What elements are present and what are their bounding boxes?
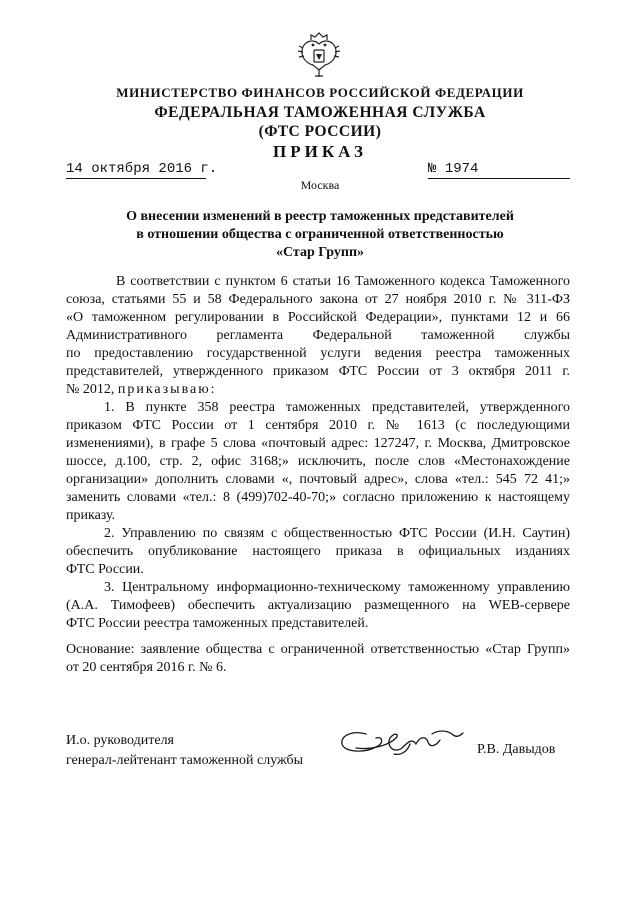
signatory-position-line: И.о. руководителя bbox=[66, 733, 175, 748]
item-3-line: 3. Центральному информационно-техническому таможенному управлению bbox=[104, 580, 570, 595]
item-1-line: заменить словами «тел.: 8 (499)702-40-70;» согласно приложению к настоящему bbox=[66, 490, 570, 505]
preamble-order-ref: № 2012, bbox=[66, 382, 115, 397]
order-title-line: «Стар Групп» bbox=[275, 245, 365, 260]
item-3-line: (А.А. Тимофеев) обеспечить актуализацию размещенного на WEB-сервере bbox=[66, 598, 570, 613]
preamble-line: союза, статьями 55 и 58 Федерального закона от 27 ноября 2010 г. № 311-ФЗ bbox=[66, 292, 570, 307]
signatory-position-line: генерал-лейтенант таможенной службы bbox=[66, 753, 304, 768]
service-name: ФЕДЕРАЛЬНАЯ ТАМОЖЕННАЯ СЛУЖБА bbox=[154, 104, 486, 121]
item-2-line: ФТС России. bbox=[66, 562, 144, 577]
service-short-name: (ФТС РОССИИ) bbox=[258, 123, 382, 140]
order-date: 14 октября 2016 г. bbox=[66, 161, 218, 177]
basis-line: от 20 сентября 2016 г. № 6. bbox=[66, 660, 227, 675]
order-title-line: О внесении изменений в реестр таможенных представителей bbox=[126, 209, 514, 224]
preamble-line: Административного регламента Федеральной таможенной службы bbox=[66, 328, 570, 343]
basis-line: Основание: заявление общества с ограниченной ответственностью «Стар Групп» bbox=[66, 642, 570, 657]
preamble-line bbox=[66, 381, 570, 399]
item-1-line: приказу. bbox=[66, 508, 116, 523]
order-number-field bbox=[428, 161, 570, 179]
item-2-line: 2. Управлению по связям с общественностью ФТС России (И.Н. Саутин) bbox=[104, 526, 570, 541]
order-number: 1974 bbox=[444, 161, 479, 177]
coat-of-arms-icon bbox=[297, 30, 341, 80]
item-1-line: 1. В пункте 358 реестра таможенных представителей, утвержденного bbox=[104, 400, 570, 415]
order-title-line: в отношении общества с ограниченной ответственностью bbox=[136, 227, 504, 242]
preamble-line: по предоставлению государственной услуги ведения реестра таможенных bbox=[66, 346, 570, 361]
handwritten-signature bbox=[336, 724, 466, 766]
item-3-line: ФТС России реестра таможенных представителей. bbox=[66, 616, 369, 631]
order-directive-word: приказываю: bbox=[117, 382, 217, 397]
signatory-position bbox=[66, 731, 303, 771]
item-1-line: приказом ФТС России от 1 сентября 2010 г. № 1613 (с последующими bbox=[66, 418, 570, 433]
order-body bbox=[66, 273, 570, 633]
document-type: ПРИКАЗ bbox=[273, 142, 367, 161]
order-city: Москва bbox=[300, 178, 340, 192]
preamble-line: В соответствии с пунктом 6 статьи 16 Таможенного кодекса Таможенного bbox=[116, 274, 570, 289]
order-number-label: № bbox=[428, 161, 437, 177]
preamble-line: представителей, утвержденного приказом ФТС России от 3 октября 2011 г. bbox=[66, 364, 570, 379]
item-1-line: организации» дополнить словами «, почтовый адрес», слова «тел.: 545 72 41;» bbox=[66, 472, 570, 487]
item-2-line: обеспечить опубликование настоящего приказа в официальных изданиях bbox=[66, 544, 570, 559]
basis-section bbox=[66, 641, 570, 677]
item-1-line: шоссе, д.100, стр. 2, офис 3168;» исключить, после слов «Местонахождение bbox=[66, 454, 570, 469]
signatory-name: Р.В. Давыдов bbox=[477, 742, 556, 757]
ministry-name: МИНИСТЕРСТВО ФИНАНСОВ РОССИЙСКОЙ ФЕДЕРАЦИИ bbox=[116, 85, 524, 100]
preamble-line: «О таможенном регулировании в Российской Федерации», пунктами 12 и 66 bbox=[66, 310, 570, 325]
item-1-line: изменениями), в графе 5 слова «почтовый адрес: 127247, г. Москва, Дмитровское bbox=[66, 436, 570, 451]
